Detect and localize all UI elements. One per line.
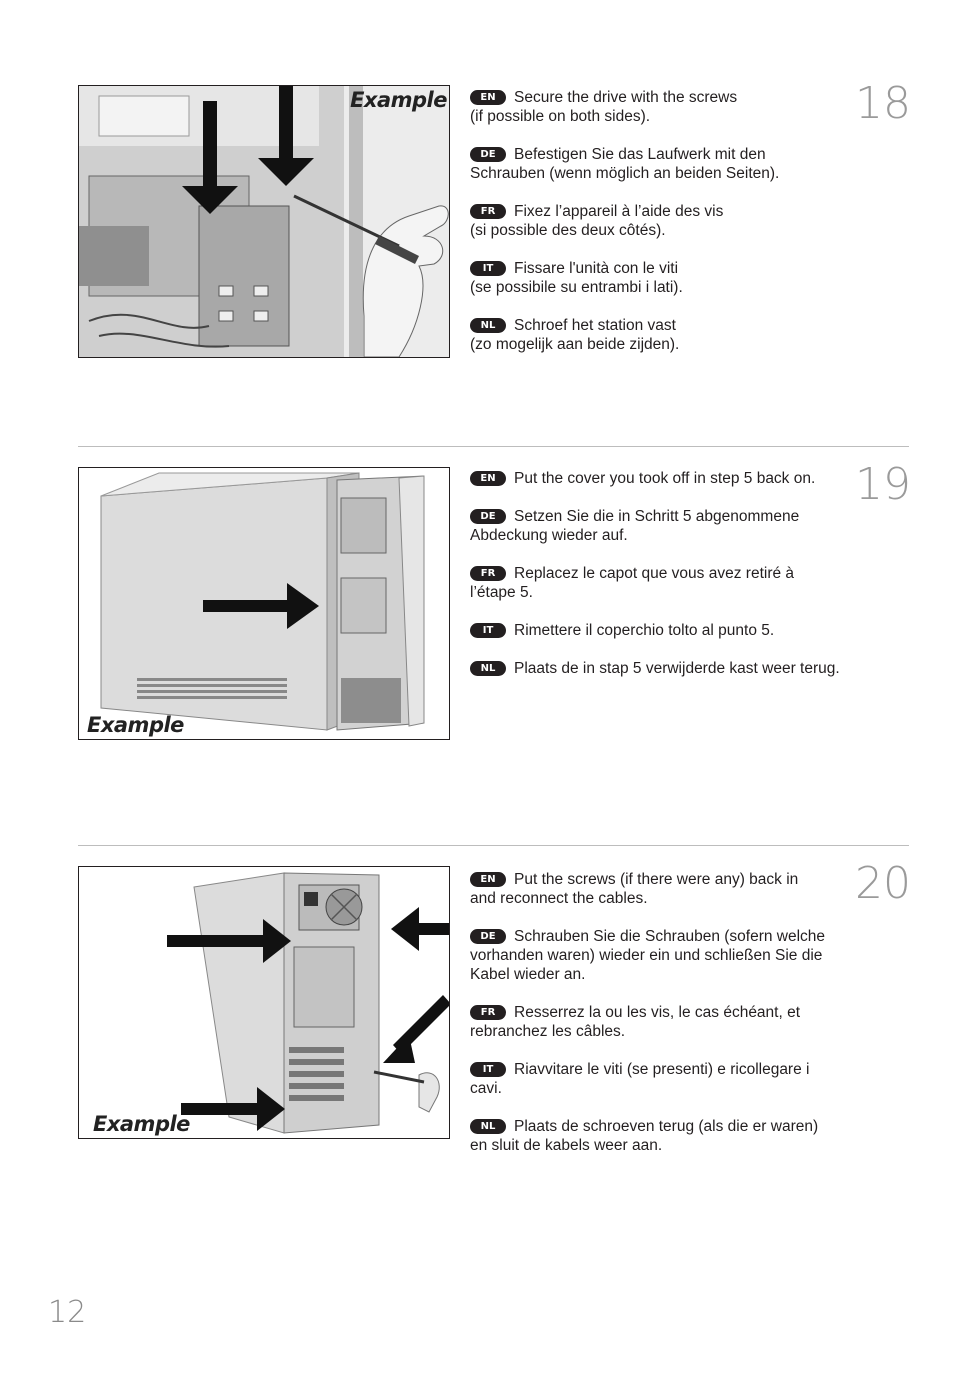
language-badge-en: EN [470,471,506,486]
language-badge-nl: NL [470,1119,506,1134]
instruction-line: Setzen Sie die in Schritt 5 abgenommene [514,508,800,525]
instruction-line: Put the cover you took off in step 5 back on. [514,470,816,487]
language-badge-fr: FR [470,1005,506,1020]
language-badge-fr: FR [470,204,506,219]
instruction-line: Resserrez la ou les vis, le cas échéant, et [514,1004,801,1021]
instruction-line: Plaats de schroeven terug (als die er waren) [514,1118,819,1135]
instruction-line: Fixez l’appareil à l’aide des vis [514,203,724,220]
step-number: 20 [855,858,911,909]
language-badge-fr: FR [470,566,506,581]
instruction-line: Abdeckung wieder auf. [470,527,628,544]
lang-block-fr [470,1003,850,1041]
instruction-line: Riavvitare le viti (se presenti) e ricollegare i [514,1061,810,1078]
instruction-line: en sluit de kabels weer aan. [470,1137,663,1154]
step-18-instructions [470,88,850,354]
instruction-line: Befestigen Sie das Laufwerk mit den [514,146,766,163]
language-badge-it: IT [470,261,506,276]
lang-block-it [470,259,850,297]
instruction-line: l’étape 5. [470,584,533,601]
lang-block-nl [470,1117,850,1155]
lang-block-en [470,870,850,908]
instruction-line: Rimettere il coperchio tolto al punto 5. [514,622,775,639]
instruction-line: and reconnect the cables. [470,890,648,907]
language-badge-de: DE [470,147,506,162]
instruction-line: Secure the drive with the screws [514,89,738,106]
lang-block-de [470,145,850,183]
instruction-line: (zo mogelijk aan beide zijden). [470,336,680,353]
lang-block-it [470,621,850,640]
instruction-line: cavi. [470,1080,502,1097]
lang-block-nl [470,316,850,354]
instruction-line: (if possible on both sides). [470,108,651,125]
language-badge-nl: NL [470,661,506,676]
lang-block-nl [470,659,850,678]
instruction-line: Put the screws (if there were any) back in [514,871,799,888]
language-badge-nl: NL [470,318,506,333]
step-19-photo [78,467,450,740]
example-label: Example [87,713,184,737]
instruction-line: Plaats de in stap 5 verwijderde kast weer terug. [514,660,840,677]
instruction-line: rebranchez les câbles. [470,1023,626,1040]
drive-screwing-illustration [79,86,449,357]
instruction-line: Schroef het station vast [514,317,676,334]
instruction-line: vorhanden waren) wieder ein und schließen Sie die [470,947,823,964]
step-20-photo [78,866,450,1139]
language-badge-en: EN [470,872,506,887]
cover-replacement-illustration [79,468,449,739]
lang-block-fr [470,564,850,602]
instruction-line: Replacez le capot que vous avez retiré à [514,565,795,582]
lang-block-de [470,507,850,545]
lang-block-it [470,1060,850,1098]
step-number: 19 [855,459,911,510]
instruction-line: (se possibile su entrambi i lati). [470,279,683,296]
language-badge-en: EN [470,90,506,105]
lang-block-en [470,88,850,126]
example-label: Example [350,88,447,112]
language-badge-de: DE [470,509,506,524]
instruction-line: Kabel wieder an. [470,966,586,983]
lang-block-en [470,469,850,488]
screws-cables-illustration [79,867,449,1138]
example-label: Example [93,1112,190,1136]
section-divider [78,845,909,846]
lang-block-de [470,927,850,984]
step-19-instructions [470,469,850,678]
page-number: 12 [48,1295,87,1330]
language-badge-de: DE [470,929,506,944]
instruction-line: Fissare l'unità con le viti [514,260,679,277]
language-badge-it: IT [470,623,506,638]
instruction-line: (si possible des deux côtés). [470,222,666,239]
step-18-photo [78,85,450,358]
instruction-line: Schrauben (wenn möglich an beiden Seiten). [470,165,780,182]
step-number: 18 [855,78,911,129]
lang-block-fr [470,202,850,240]
language-badge-it: IT [470,1062,506,1077]
section-divider [78,446,909,447]
instruction-line: Schrauben Sie die Schrauben (sofern welche [514,928,826,945]
step-20-instructions [470,870,850,1155]
